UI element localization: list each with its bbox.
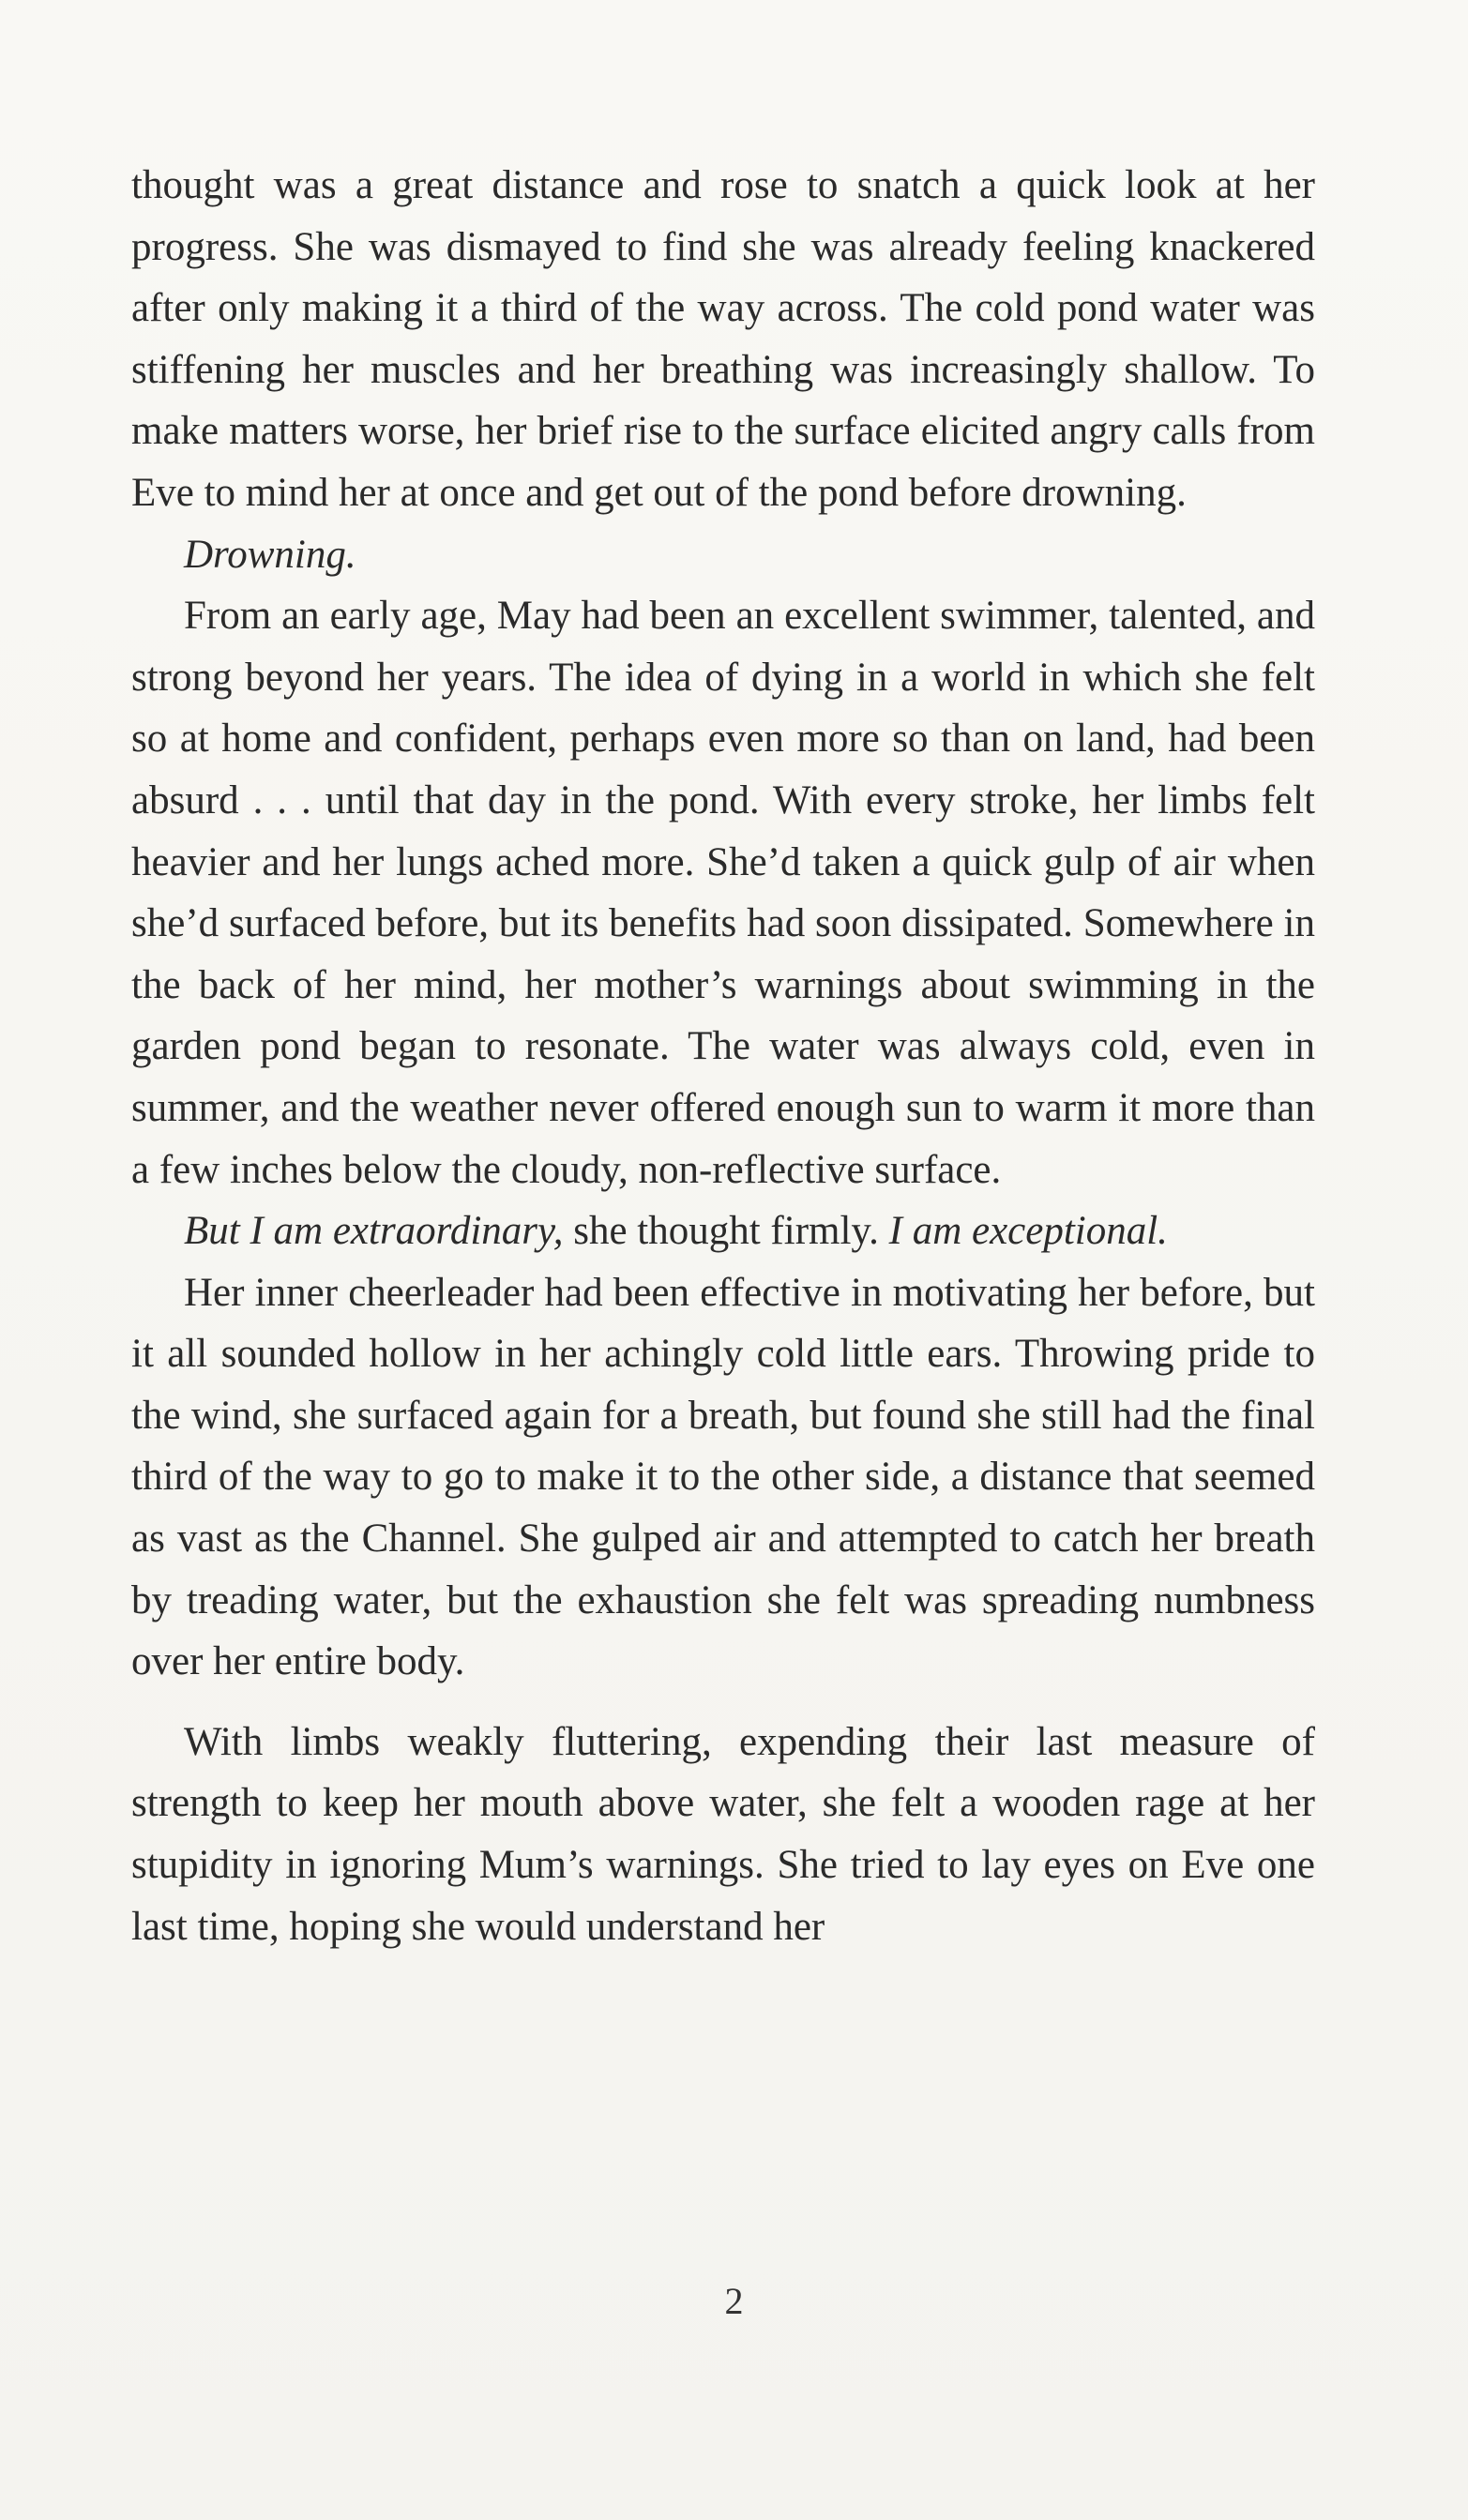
paragraph-2-italic-text: Drowning.	[184, 532, 356, 577]
paragraph-6	[131, 1712, 1315, 1957]
paragraph-4-text: she thought firmly.	[563, 1209, 889, 1254]
page-number: 2	[724, 2280, 744, 2322]
paragraph-4-italic-text-2: I am exceptional.	[888, 1209, 1168, 1254]
paragraph-6-text: With limbs weakly fluttering, expending their last measure of strength to keep her mouth above water, she felt a wooden rage at her stupidity in ignoring Mum’s warnings. She tried to lay eyes on Eve one last time, hoping she would understand her	[131, 1719, 1315, 1949]
paragraph-4-italic-text-1: But I am extraordinary,	[184, 1209, 564, 1254]
paragraph-2	[131, 524, 1315, 586]
paragraph-5	[131, 1262, 1315, 1693]
paragraph-3-text: From an early age, May had been an excellent swimmer, talented, and strong beyond her years. The idea of dying in a world in which she felt so at home and confident, perhaps even more so than on land, had been absurd . . . until that day in the pond. With every stroke, her limbs felt heavier and her lungs ached more. She’d taken a quick gulp of air when she’d surfaced before, but its benefits had soon dissipated. Somewhere in the back of her mind, her mother’s warnings about swimming in the garden pond began to resonate. The water was always cold, even in summer, and the weather never offered enough sun to warm it more than a few inches below the cloudy, non-reflective surface.	[131, 594, 1315, 1192]
paragraph-1-text: thought was a great distance and rose to snatch a quick look at her progress. She was dismayed to find she was already feeling knackered after only making it a third of the way across. The cold pond water was stiffening her muscles and her breathing was increasingly shallow. To make matters worse, her brief rise to the surface elicited angry calls from Eve to mind her at once and get out of the pond before drowning.	[131, 163, 1315, 515]
paragraph-3	[131, 585, 1315, 1200]
body-text	[131, 155, 1315, 1957]
paragraph-1	[131, 155, 1315, 524]
paragraph-5-text: Her inner cheerleader had been effective in motivating her before, but it all sounded hollow in her achingly cold little ears. Throwing pride to the wind, she surfaced again for a breath, but found she still had the final third of the way to go to make it to the other side, a distance that seemed as vast as the Channel. She gulped air and attempted to catch her breath by treading water, but the exhaustion she felt was spreading numbness over her entire body.	[131, 1270, 1315, 1684]
paragraph-4	[131, 1200, 1315, 1262]
